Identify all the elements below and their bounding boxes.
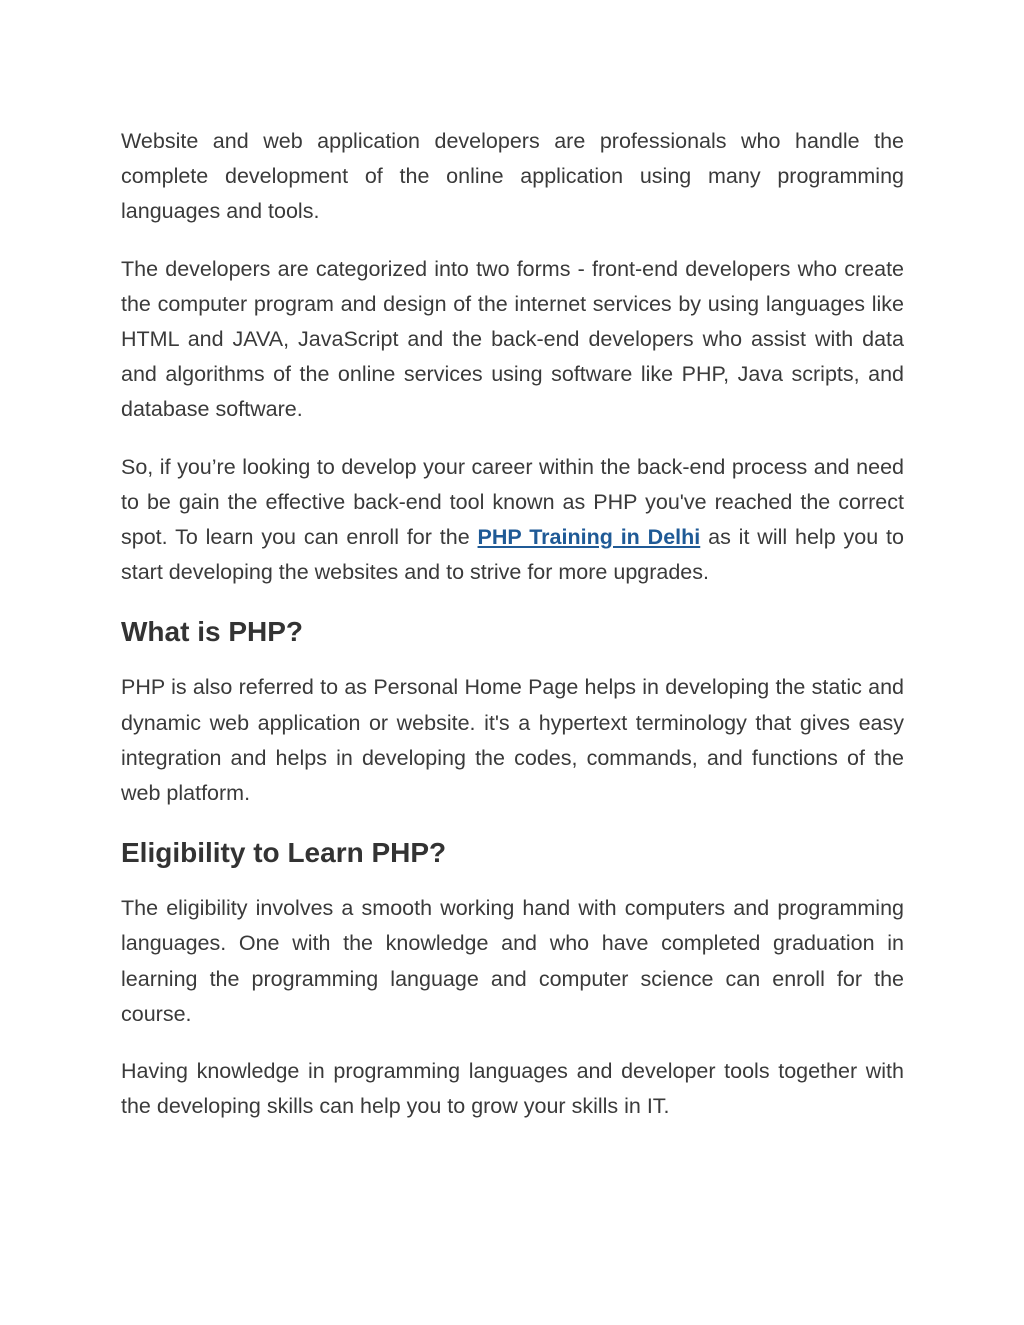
eligibility-paragraph: The eligibility involves a smooth working hand with computers and programming languages. One with the knowledge and who have completed graduation in learning the programming language and computer science can enroll for the course. <box>121 896 904 1026</box>
knowledge-paragraph: Having knowledge in programming languages and developer tools together with the developing skills can help you to grow your skills in IT. <box>121 1059 904 1119</box>
document-page <box>121 124 904 1146</box>
eligibility-heading: Eligibility to Learn PHP? <box>121 837 447 869</box>
career-paragraph <box>121 450 904 591</box>
what-is-php-paragraph: PHP is also referred to as Personal Home Page helps in developing the static and dynamic web application or website. it's a hypertext terminology that gives easy integration and helps in developing the codes, commands, and functions of the web platform. <box>121 675 904 806</box>
career-paragraph-text-start: So, if you’re looking to develop your career within the back-end process and need to be gain the effective back-end tool known as PHP you've reached the correct spot. To learn you can enroll for the <box>121 454 904 550</box>
career-paragraph-text-end: as it will help you to start developing the websites and to strive for more upgrades. <box>121 525 904 585</box>
what-is-php-heading: What is PHP? <box>121 616 304 648</box>
php-training-delhi-link[interactable]: PHP Training in Delhi <box>477 525 701 550</box>
developer-types-paragraph: The developers are categorized into two forms - front-end developers who create the computer program and design of the internet services by using languages like HTML and JAVA, JavaScript and the back-end developers who assist with data and algorithms of the online services using software like PHP, Java scripts, and database software. <box>121 256 904 422</box>
intro-paragraph: Website and web application developers are professionals who handle the complete development of the online application using many programming languages and tools. <box>121 129 904 224</box>
